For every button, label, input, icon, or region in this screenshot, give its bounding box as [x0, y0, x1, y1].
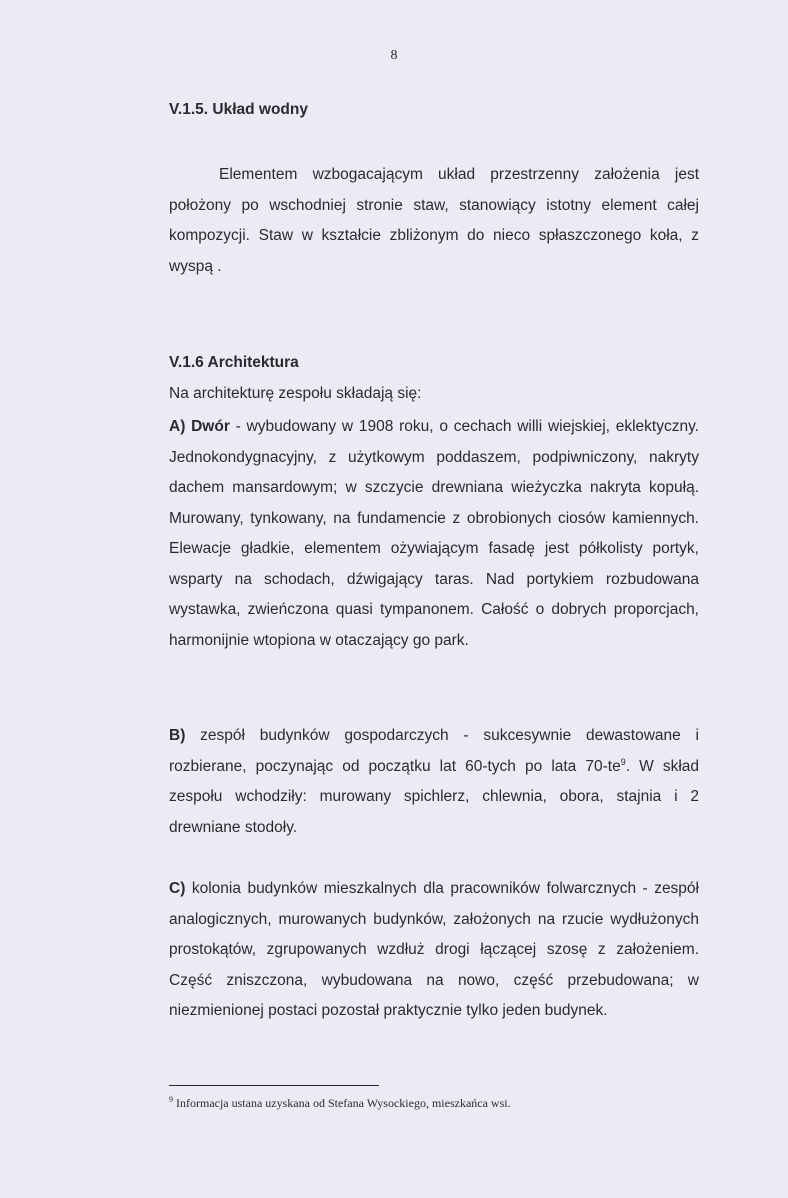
paragraph-manor-house — [169, 412, 699, 656]
farm-buildings-label: B) — [169, 727, 186, 744]
footnote — [169, 1096, 511, 1111]
manor-house-label: A) Dwór — [169, 418, 230, 435]
farm-buildings-text: zespół budynków gospodarczych - sukcesywnie dewastowane i rozbierane, poczynając od początku lat 60-tych po lata 70-te — [169, 727, 699, 775]
page-number: 8 — [390, 48, 398, 63]
residential-colony-text: kolonia budynków mieszkalnych dla pracowników folwarcznych - zespół analogicznych, murowanych budynków, założonych na rzucie wydłużonych prostokątów, zgrupowanych wzdłuż drogi łączącej szosę z założeniem. Część zniszczona, wybudowana na nowo, część przebudowana; w niezmienionej postaci pozostał praktycznie tylko jeden budynek. — [169, 880, 699, 1019]
section-heading-architecture: V.1.6 Architektura — [169, 354, 299, 371]
footnote-text: Informacja ustana uzyskana od Stefana Wysockiego, mieszkańca wsi. — [173, 1096, 511, 1110]
manor-house-text: - wybudowany w 1908 roku, o cechach willi wiejskiej, eklektyczny. Jednokondygnacyjny, z użytkowym poddaszem, podpiwniczony, nakryty dachem mansardowym; w szczycie drewniana wieżyczka nakryta kopułą. Murowany, tynkowany, na fundamencie z obrobionych ciosów kamiennych. Elewacje gładkie, elementem ożywiającym fasadę jest półkolisty portyk, wsparty na schodach, dźwigający taras. Nad portykiem rozbudowana wystawka, zwieńczona quasi tympanonem. Całość o dobrych proporcjach, harmonijnie wtopiona w otaczający go park. — [169, 418, 699, 649]
section-heading-water-system: V.1.5. Układ wodny — [169, 101, 308, 118]
paragraph-architecture-intro: Na architekturę zespołu składają się: — [169, 385, 422, 402]
farm-buildings-text-continued: . W skład zespołu wchodziły: murowany spichlerz, chlewnia, obora, stajnia i 2 drewniane stodoły. — [169, 757, 699, 836]
paragraph-residential-colony — [169, 874, 699, 1027]
paragraph-farm-buildings — [169, 721, 699, 843]
residential-colony-label: C) — [169, 880, 186, 897]
footnote-reference: 9 — [620, 756, 626, 767]
footnote-mark: 9 — [169, 1095, 173, 1104]
paragraph-water-system: Elementem wzbogacającym układ przestrzenny założenia jest położony po wschodniej stronie staw, stanowiący istotny element całej kompozycji. Staw w kształcie zbliżonym do nieco spłaszczonego koła, z wyspą . — [169, 166, 699, 275]
footnote-divider — [169, 1085, 379, 1086]
